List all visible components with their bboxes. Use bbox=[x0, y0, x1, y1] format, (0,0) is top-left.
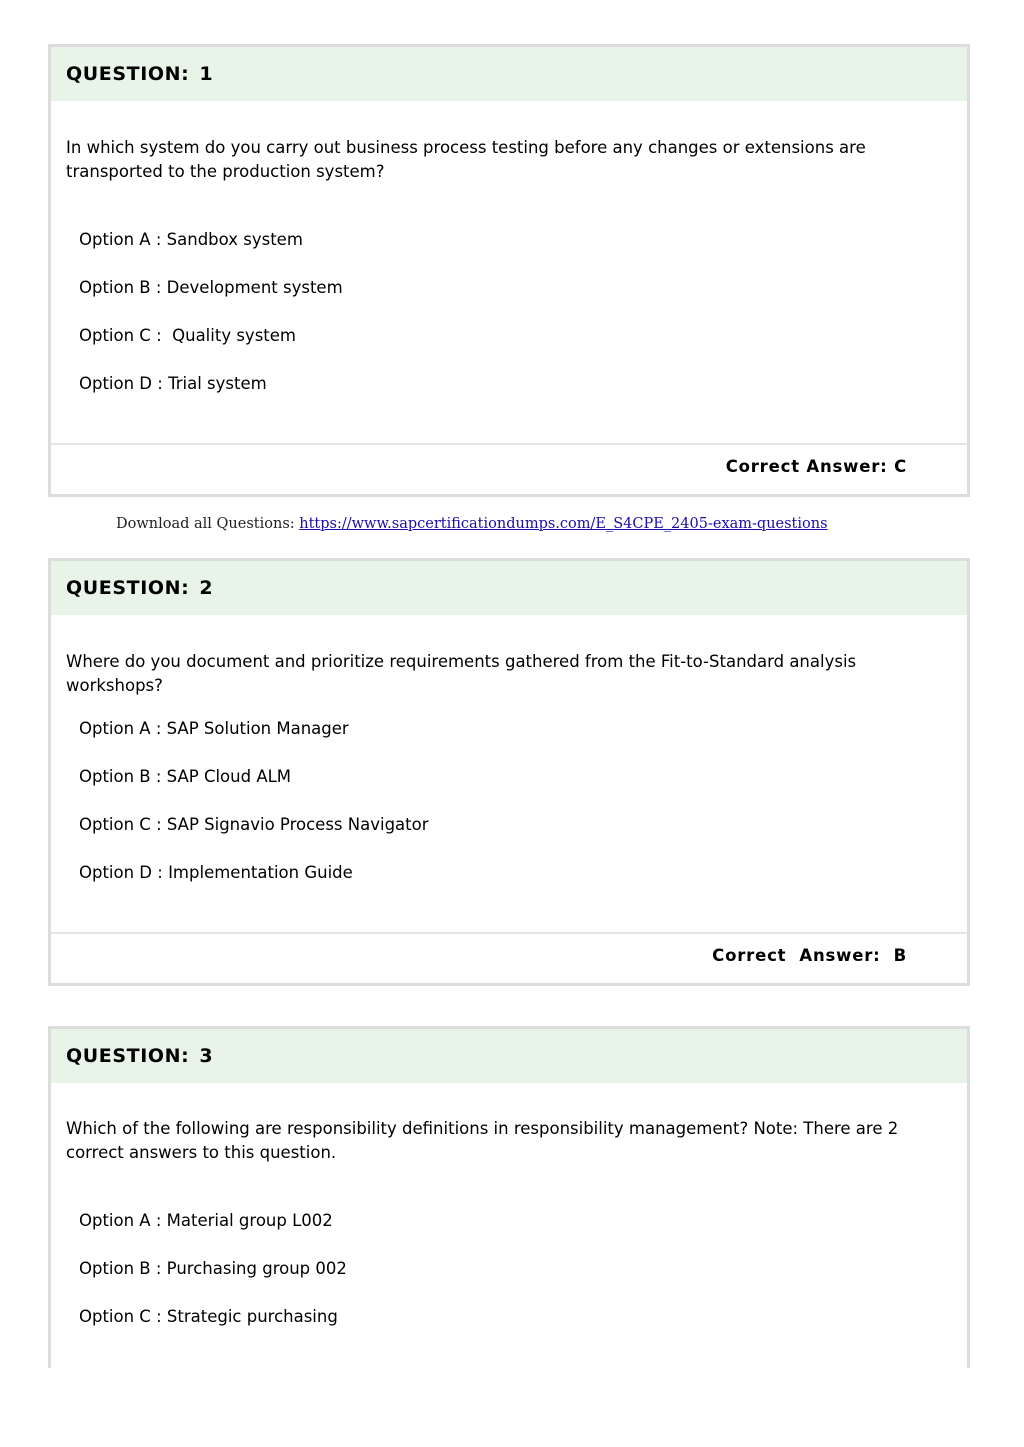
question-text: Where do you document and prioritize requirements gathered from the Fit-to-Standard analysis workshops? bbox=[66, 652, 857, 695]
answer-bar bbox=[51, 443, 967, 495]
option-a: Option A : SAP Solution Manager bbox=[79, 719, 349, 738]
option-c: Option C : Strategic purchasing bbox=[79, 1307, 338, 1326]
option-b: Option B : Purchasing group 002 bbox=[79, 1259, 347, 1278]
question-text: In which system do you carry out business process testing before any changes or extensions are transported to the production system? bbox=[66, 138, 866, 181]
question-number: 2 bbox=[199, 577, 214, 599]
option-b: Option B : SAP Cloud ALM bbox=[79, 767, 292, 786]
download-link[interactable]: https://www.sapcertificationdumps.com/E_S4CPE_2405-exam-questions bbox=[299, 516, 828, 532]
option-d: Option D : Implementation Guide bbox=[79, 863, 353, 882]
download-line bbox=[116, 516, 828, 532]
question-card bbox=[48, 1026, 970, 1368]
option-c: Option C : SAP Signavio Process Navigator bbox=[79, 815, 429, 834]
option-c: Option C : Quality system bbox=[79, 326, 296, 345]
question-label: QUESTION: bbox=[66, 577, 190, 599]
question-text: Which of the following are responsibility definitions in responsibility management? Note: There are 2 correct answers to this question. bbox=[66, 1119, 899, 1162]
correct-answer: Correct Answer: B bbox=[712, 946, 907, 965]
question-label: QUESTION: bbox=[66, 63, 190, 85]
option-d: Option D : Trial system bbox=[79, 374, 267, 393]
question-label: QUESTION: bbox=[66, 1045, 190, 1067]
answer-bar bbox=[51, 932, 967, 984]
download-label: Download all Questions: bbox=[116, 516, 300, 532]
question-header bbox=[51, 561, 967, 615]
option-a: Option A : Sandbox system bbox=[79, 230, 303, 249]
question-number: 3 bbox=[199, 1045, 214, 1067]
question-header bbox=[51, 1029, 967, 1083]
question-card bbox=[48, 44, 970, 497]
question-header bbox=[51, 47, 967, 101]
question-card bbox=[48, 558, 970, 986]
correct-answer: Correct Answer: C bbox=[725, 457, 907, 476]
option-a: Option A : Material group L002 bbox=[79, 1211, 333, 1230]
question-number: 1 bbox=[199, 63, 214, 85]
option-b: Option B : Development system bbox=[79, 278, 343, 297]
